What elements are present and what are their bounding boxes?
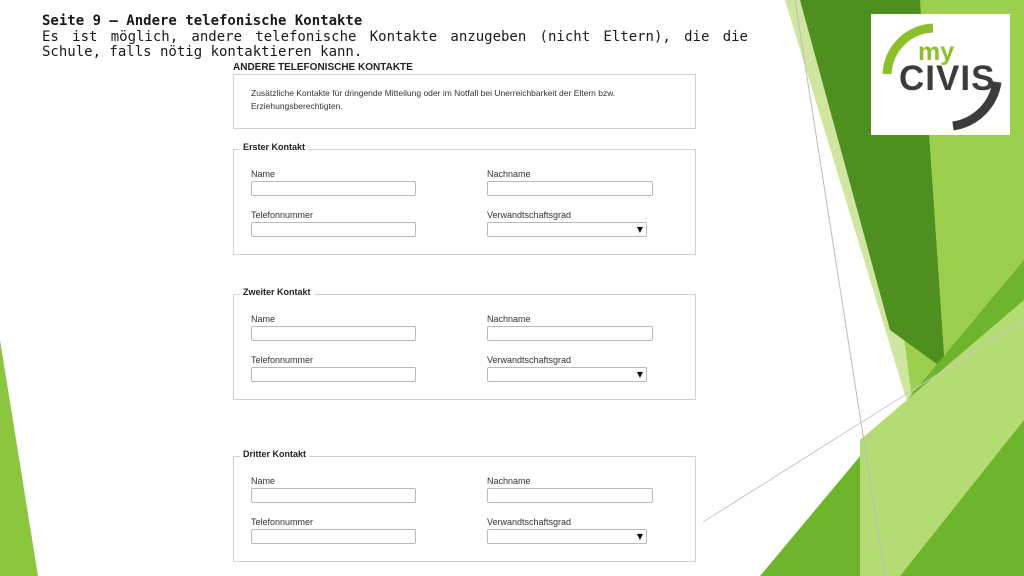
contact-fieldset-3	[233, 449, 696, 562]
phone-input[interactable]	[251, 367, 416, 382]
surname-input[interactable]	[487, 181, 653, 196]
phone-label: Telefonnummer	[251, 210, 314, 220]
logo-my-text: my	[918, 38, 955, 66]
relation-select[interactable]	[487, 367, 647, 382]
phone-input[interactable]	[251, 222, 416, 237]
surname-label: Nachname	[487, 169, 531, 179]
relation-select[interactable]	[487, 222, 647, 237]
slide-title: Seite 9 – Andere telefonische Kontakte	[42, 13, 363, 29]
name-input[interactable]	[251, 326, 416, 341]
surname-input[interactable]	[487, 488, 653, 503]
phone-input[interactable]	[251, 529, 416, 544]
name-label: Name	[251, 314, 276, 324]
contact-legend: Dritter Kontakt	[240, 449, 309, 459]
contact-fieldset-1	[233, 142, 696, 255]
logo-civis-text: CIVIS	[899, 59, 996, 98]
slide-heading	[42, 14, 748, 61]
contact-legend: Zweiter Kontakt	[240, 287, 314, 297]
name-input[interactable]	[251, 181, 416, 196]
name-label: Name	[251, 476, 276, 486]
slide-description: Es ist möglich, andere telefonische Kontakte anzugeben (nicht Eltern), die die Schule, falls nötig kontaktieren kann.	[42, 28, 748, 60]
surname-input[interactable]	[487, 326, 653, 341]
relation-label: Verwandtschaftsgrad	[487, 210, 572, 220]
deco-left-green-strip	[0, 340, 38, 576]
info-text: Zusätzliche Kontakte für dringende Mitteilung oder im Notfall bei Unerreichbarkeit der Eltern bzw. Erziehungsberechtigten.	[251, 88, 616, 111]
chevron-down-icon[interactable]: ▼	[636, 225, 643, 234]
name-label: Name	[251, 169, 276, 179]
mycivis-logo	[871, 14, 1010, 135]
surname-label: Nachname	[487, 314, 531, 324]
contact-fieldset-2	[233, 287, 696, 400]
chevron-down-icon[interactable]: ▼	[636, 532, 643, 541]
contact-legend: Erster Kontakt	[240, 142, 308, 152]
name-input[interactable]	[251, 488, 416, 503]
info-box	[233, 74, 696, 129]
phone-label: Telefonnummer	[251, 517, 314, 527]
phone-label: Telefonnummer	[251, 355, 314, 365]
relation-label: Verwandtschaftsgrad	[487, 355, 572, 365]
relation-select[interactable]	[487, 529, 647, 544]
form-title: ANDERE TELEFONISCHE KONTAKTE	[233, 62, 413, 73]
relation-label: Verwandtschaftsgrad	[487, 517, 572, 527]
chevron-down-icon[interactable]: ▼	[636, 370, 643, 379]
surname-label: Nachname	[487, 476, 531, 486]
